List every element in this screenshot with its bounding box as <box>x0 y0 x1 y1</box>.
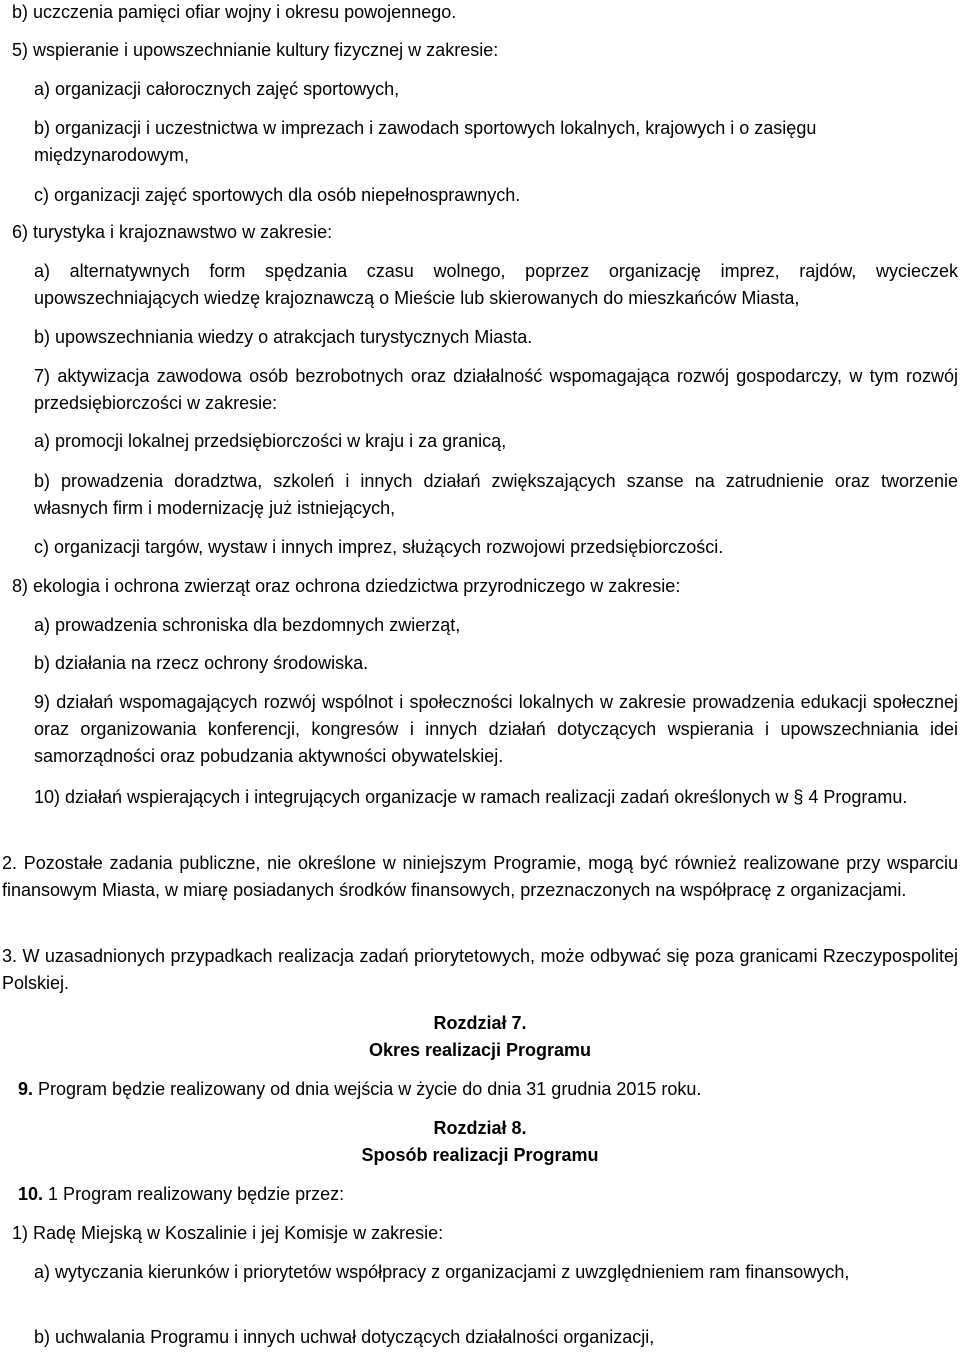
paragraph: 7) aktywizacja zawodowa osób bezrobotnych oraz działalność wspomagająca rozwój gospodarczy, w tym rozwój przedsiębiorczości w zakresie: <box>34 366 958 413</box>
paragraph: b) upowszechniania wiedzy o atrakcjach turystycznych Miasta. <box>34 327 533 347</box>
paragraph: b) prowadzenia doradztwa, szkoleń i innych działań zwiększających szanse na zatrudnienie oraz tworzenie własnych firm i modernizację już istniejących, <box>34 471 958 518</box>
paragraph: 9) działań wspomagających rozwój wspólnot i społeczności lokalnych w zakresie prowadzenia edukacji społecznej oraz organizowania konferencji, kongresów i innych działań dotyczących wspierania i upowszechniania idei samorządności oraz pobudzania aktywności obywatelskiej. <box>34 692 958 766</box>
paragraph: 6) turystyka i krajoznawstwo w zakresie: <box>12 222 333 242</box>
paragraph: 8) ekologia i ochrona zwierząt oraz ochrona dziedzictwa przyrodniczego w zakresie: <box>12 576 681 596</box>
section-text: Program będzie realizowany od dnia wejścia w życie do dnia 31 grudnia 2015 roku. <box>38 1079 702 1099</box>
paragraph: 5) wspieranie i upowszechnianie kultury fizycznej w zakresie: <box>12 40 499 60</box>
paragraph: b) uchwalania Programu i innych uchwał dotyczących działalności organizacji, <box>34 1327 655 1347</box>
paragraph: a) organizacji całorocznych zajęć sportowych, <box>34 79 400 99</box>
section-10 <box>18 1181 958 1208</box>
paragraph: c) organizacji zajęć sportowych dla osób niepełnosprawnych. <box>34 185 521 205</box>
paragraph: c) organizacji targów, wystaw i innych imprez, służących rozwojowi przedsiębiorczości. <box>34 537 724 557</box>
chapter-heading: Rozdział 7. <box>433 1013 527 1033</box>
chapter-heading: Rozdział 8. <box>433 1118 527 1138</box>
paragraph: a) prowadzenia schroniska dla bezdomnych zwierząt, <box>34 615 461 635</box>
section-number: 9. <box>18 1079 34 1099</box>
paragraph: 3. W uzasadnionych przypadkach realizacja zadań priorytetowych, może odbywać się poza granicami Rzeczypospolitej Polskiej. <box>2 946 958 993</box>
paragraph: a) alternatywnych form spędzania czasu wolnego, poprzez organizację imprez, rajdów, wycieczek upowszechniających wiedzę krajoznawczą o Mieście lub skierowanych do mieszkańców Miasta, <box>34 261 958 308</box>
paragraph: a) promocji lokalnej przedsiębiorczości w kraju i za granicą, <box>34 431 507 451</box>
paragraph: b) działania na rzecz ochrony środowiska. <box>34 653 369 673</box>
section-9 <box>18 1076 958 1103</box>
paragraph: a) wytyczania kierunków i priorytetów współpracy z organizacjami z uwzględnieniem ram finansowych, <box>34 1262 850 1282</box>
paragraph: 1) Radę Miejską w Koszalinie i jej Komisje w zakresie: <box>12 1223 444 1243</box>
section-text: 1 Program realizowany będzie przez: <box>48 1184 345 1204</box>
paragraph: 2. Pozostałe zadania publiczne, nie określone w niniejszym Programie, mogą być również realizowane przy wsparciu finansowym Miasta, w miarę posiadanych środków finansowych, przeznaczonych na współpracę z organizacjami. <box>2 853 958 900</box>
paragraph: b) organizacji i uczestnictwa w imprezach i zawodach sportowych lokalnych, krajowych i o zasięgu międzynarodowym, <box>34 118 817 165</box>
section-number: 10. <box>18 1184 44 1204</box>
paragraph: 10) działań wspierających i integrujących organizacje w ramach realizacji zadań określonych w § 4 Programu. <box>34 787 908 807</box>
paragraph: b) uczczenia pamięci ofiar wojny i okresu powojennego. <box>12 2 457 22</box>
chapter-title: Sposób realizacji Programu <box>361 1145 599 1165</box>
chapter-title: Okres realizacji Programu <box>368 1040 592 1060</box>
